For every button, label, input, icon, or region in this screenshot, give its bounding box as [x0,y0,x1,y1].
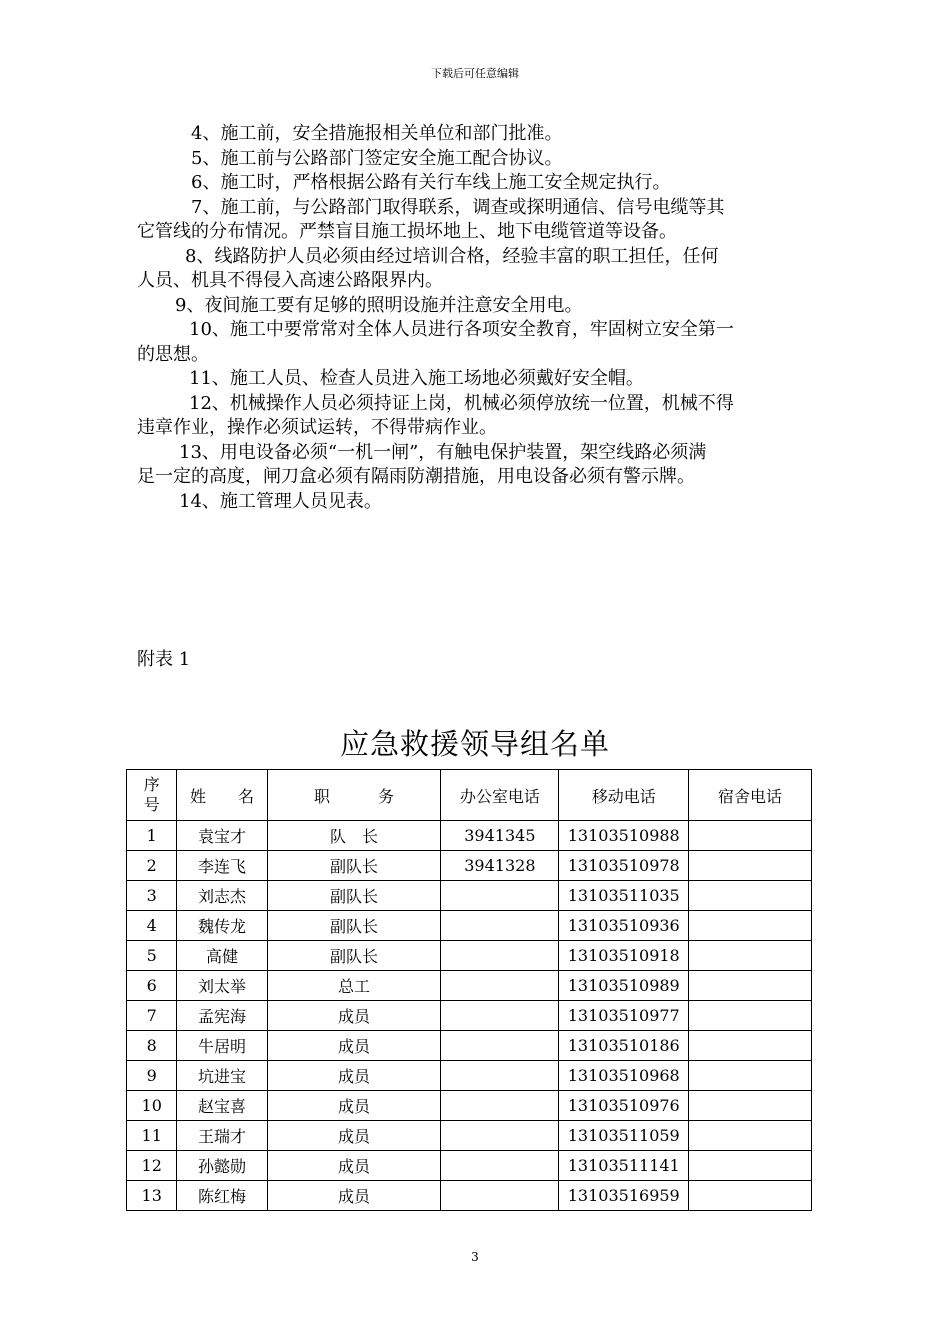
table-row [127,851,812,881]
cell-office-phone [441,1031,559,1061]
cell-mobile-phone: 13103511035 [559,881,689,911]
cell-dorm-phone [689,911,812,941]
cell-mobile-phone: 13103510968 [559,1061,689,1091]
cell-dorm-phone [689,1061,812,1091]
table-row [127,1031,812,1061]
cell-role: 副队长 [267,851,441,881]
cell-name: 坑进宝 [177,1061,267,1091]
header-name: 姓 名 [177,770,267,821]
cell-name: 刘太举 [177,971,267,1001]
cell-name: 孙懿勋 [177,1151,267,1181]
table-row [127,881,812,911]
paragraph [137,245,862,294]
table-row [127,1091,812,1121]
table-row [127,821,812,851]
cell-no: 8 [127,1031,177,1061]
table-row [127,911,812,941]
cell-dorm-phone [689,1121,812,1151]
paragraph-first-line: 12、机械操作人员必须持证上岗，机械必须停放统一位置，机械不得 [189,392,734,414]
cell-name: 陈红梅 [177,1181,267,1211]
paragraph [137,294,862,319]
header-no-line2: 号 [143,795,160,814]
cell-dorm-phone [689,1001,812,1031]
cell-office-phone [441,1091,559,1121]
cell-dorm-phone [689,941,812,971]
paragraph-first-line: 8、线路防护人员必须由经过培训合格，经验丰富的职工担任，任何 [185,245,719,267]
body-text [137,122,862,514]
table-row [127,1151,812,1181]
cell-name: 牛居明 [177,1031,267,1061]
cell-no: 7 [127,1001,177,1031]
paragraph [137,441,862,490]
cell-office-phone [441,1121,559,1151]
paragraph [137,490,862,515]
header-role: 职 务 [267,770,441,821]
cell-role: 成员 [267,1151,441,1181]
cell-role: 成员 [267,1031,441,1061]
cell-dorm-phone [689,821,812,851]
paragraph-continuation: 它管线的分布情况。严禁盲目施工损坏地上、地下电缆管道等设备。 [137,221,677,242]
cell-mobile-phone: 13103510989 [559,971,689,1001]
cell-office-phone [441,971,559,1001]
paragraph [137,196,862,245]
cell-mobile-phone: 13103510978 [559,851,689,881]
table-row [127,1001,812,1031]
cell-name: 王瑞才 [177,1121,267,1151]
cell-mobile-phone: 13103516959 [559,1181,689,1211]
paragraph-first-line: 13、用电设备必须“一机一闸”，有触电保护装置，架空线路必须满 [179,441,707,463]
cell-name: 袁宝才 [177,821,267,851]
paragraph-first-line: 4、施工前，安全措施报相关单位和部门批准。 [191,123,563,144]
paragraph [137,318,862,367]
cell-mobile-phone: 13103510936 [559,911,689,941]
cell-name: 刘志杰 [177,881,267,911]
table-header-row [127,770,812,821]
cell-dorm-phone [689,851,812,881]
paragraph [137,122,862,147]
header-no-line1: 序 [143,775,160,794]
cell-role: 成员 [267,1061,441,1091]
cell-name: 孟宪海 [177,1001,267,1031]
cell-mobile-phone: 13103510977 [559,1001,689,1031]
cell-office-phone: 3941345 [441,821,559,851]
cell-office-phone [441,911,559,941]
cell-dorm-phone [689,1151,812,1181]
table-row [127,1181,812,1211]
cell-office-phone [441,881,559,911]
table-row [127,941,812,971]
cell-no: 12 [127,1151,177,1181]
table-row [127,1061,812,1091]
table-row [127,971,812,1001]
cell-office-phone [441,1001,559,1031]
paragraph [137,171,862,196]
cell-no: 4 [127,911,177,941]
cell-office-phone [441,941,559,971]
leaders-table [126,769,812,1211]
cell-no: 9 [127,1061,177,1091]
cell-office-phone [441,1061,559,1091]
paragraph-continuation: 违章作业，操作必须试运转，不得带病作业。 [137,417,497,438]
cell-name: 李连飞 [177,851,267,881]
paragraph-continuation: 足一定的高度，闸刀盒必须有隔雨防潮措施，用电设备必须有警示牌。 [137,466,695,487]
cell-dorm-phone [689,971,812,1001]
cell-mobile-phone: 13103511141 [559,1151,689,1181]
cell-role: 副队长 [267,881,441,911]
header-office-phone: 办公室电话 [441,770,559,821]
cell-dorm-phone [689,881,812,911]
cell-name: 赵宝喜 [177,1091,267,1121]
cell-name: 魏传龙 [177,911,267,941]
cell-no: 10 [127,1091,177,1121]
cell-dorm-phone [689,1091,812,1121]
cell-dorm-phone [689,1181,812,1211]
appendix-label: 附表 1 [137,649,191,670]
paragraph [137,392,862,441]
header-dorm-phone: 宿舍电话 [689,770,812,821]
paragraph [137,367,862,392]
paragraph-first-line: 7、施工前，与公路部门取得联系，调查或探明通信、信号电缆等其 [191,196,725,218]
paragraph-first-line: 11、施工人员、检查人员进入施工场地必须戴好安全帽。 [189,368,644,389]
cell-no: 3 [127,881,177,911]
header-note: 下载后可任意编辑 [431,67,519,80]
cell-role: 成员 [267,1091,441,1121]
cell-role: 成员 [267,1181,441,1211]
cell-role: 副队长 [267,911,441,941]
cell-mobile-phone: 13103510186 [559,1031,689,1061]
cell-name: 高健 [177,941,267,971]
paragraph-first-line: 5、施工前与公路部门签定安全施工配合协议。 [191,147,563,169]
cell-no: 1 [127,821,177,851]
table-title: 应急救援领导组名单 [339,727,610,761]
header-mobile-phone: 移动电话 [559,770,689,821]
paragraph-first-line: 14、施工管理人员见表。 [179,490,382,512]
cell-role: 总工 [267,971,441,1001]
paragraph-first-line: 9、夜间施工要有足够的照明设施并注意安全用电。 [175,294,583,316]
header-no [127,770,177,821]
cell-office-phone [441,1151,559,1181]
cell-no: 5 [127,941,177,971]
table-row [127,1121,812,1151]
cell-office-phone [441,1181,559,1211]
cell-mobile-phone: 13103510988 [559,821,689,851]
paragraph-first-line: 10、施工中要常常对全体人员进行各项安全教育，牢固树立安全第一 [189,319,734,340]
cell-mobile-phone: 13103510976 [559,1091,689,1121]
cell-no: 13 [127,1181,177,1211]
cell-dorm-phone [689,1031,812,1061]
paragraph [137,147,862,172]
cell-role: 队 长 [267,821,441,851]
cell-office-phone: 3941328 [441,851,559,881]
paragraph-first-line: 6、施工时，严格根据公路有关行车线上施工安全规定执行。 [191,172,671,193]
paragraph-continuation: 人员、机具不得侵入高速公路限界内。 [137,270,443,291]
cell-mobile-phone: 13103511059 [559,1121,689,1151]
cell-role: 成员 [267,1121,441,1151]
cell-no: 2 [127,851,177,881]
cell-no: 11 [127,1121,177,1151]
paragraph-continuation: 的思想。 [137,343,209,365]
cell-mobile-phone: 13103510918 [559,941,689,971]
cell-no: 6 [127,971,177,1001]
page-number: 3 [471,1250,479,1264]
cell-role: 成员 [267,1001,441,1031]
cell-role: 副队长 [267,941,441,971]
